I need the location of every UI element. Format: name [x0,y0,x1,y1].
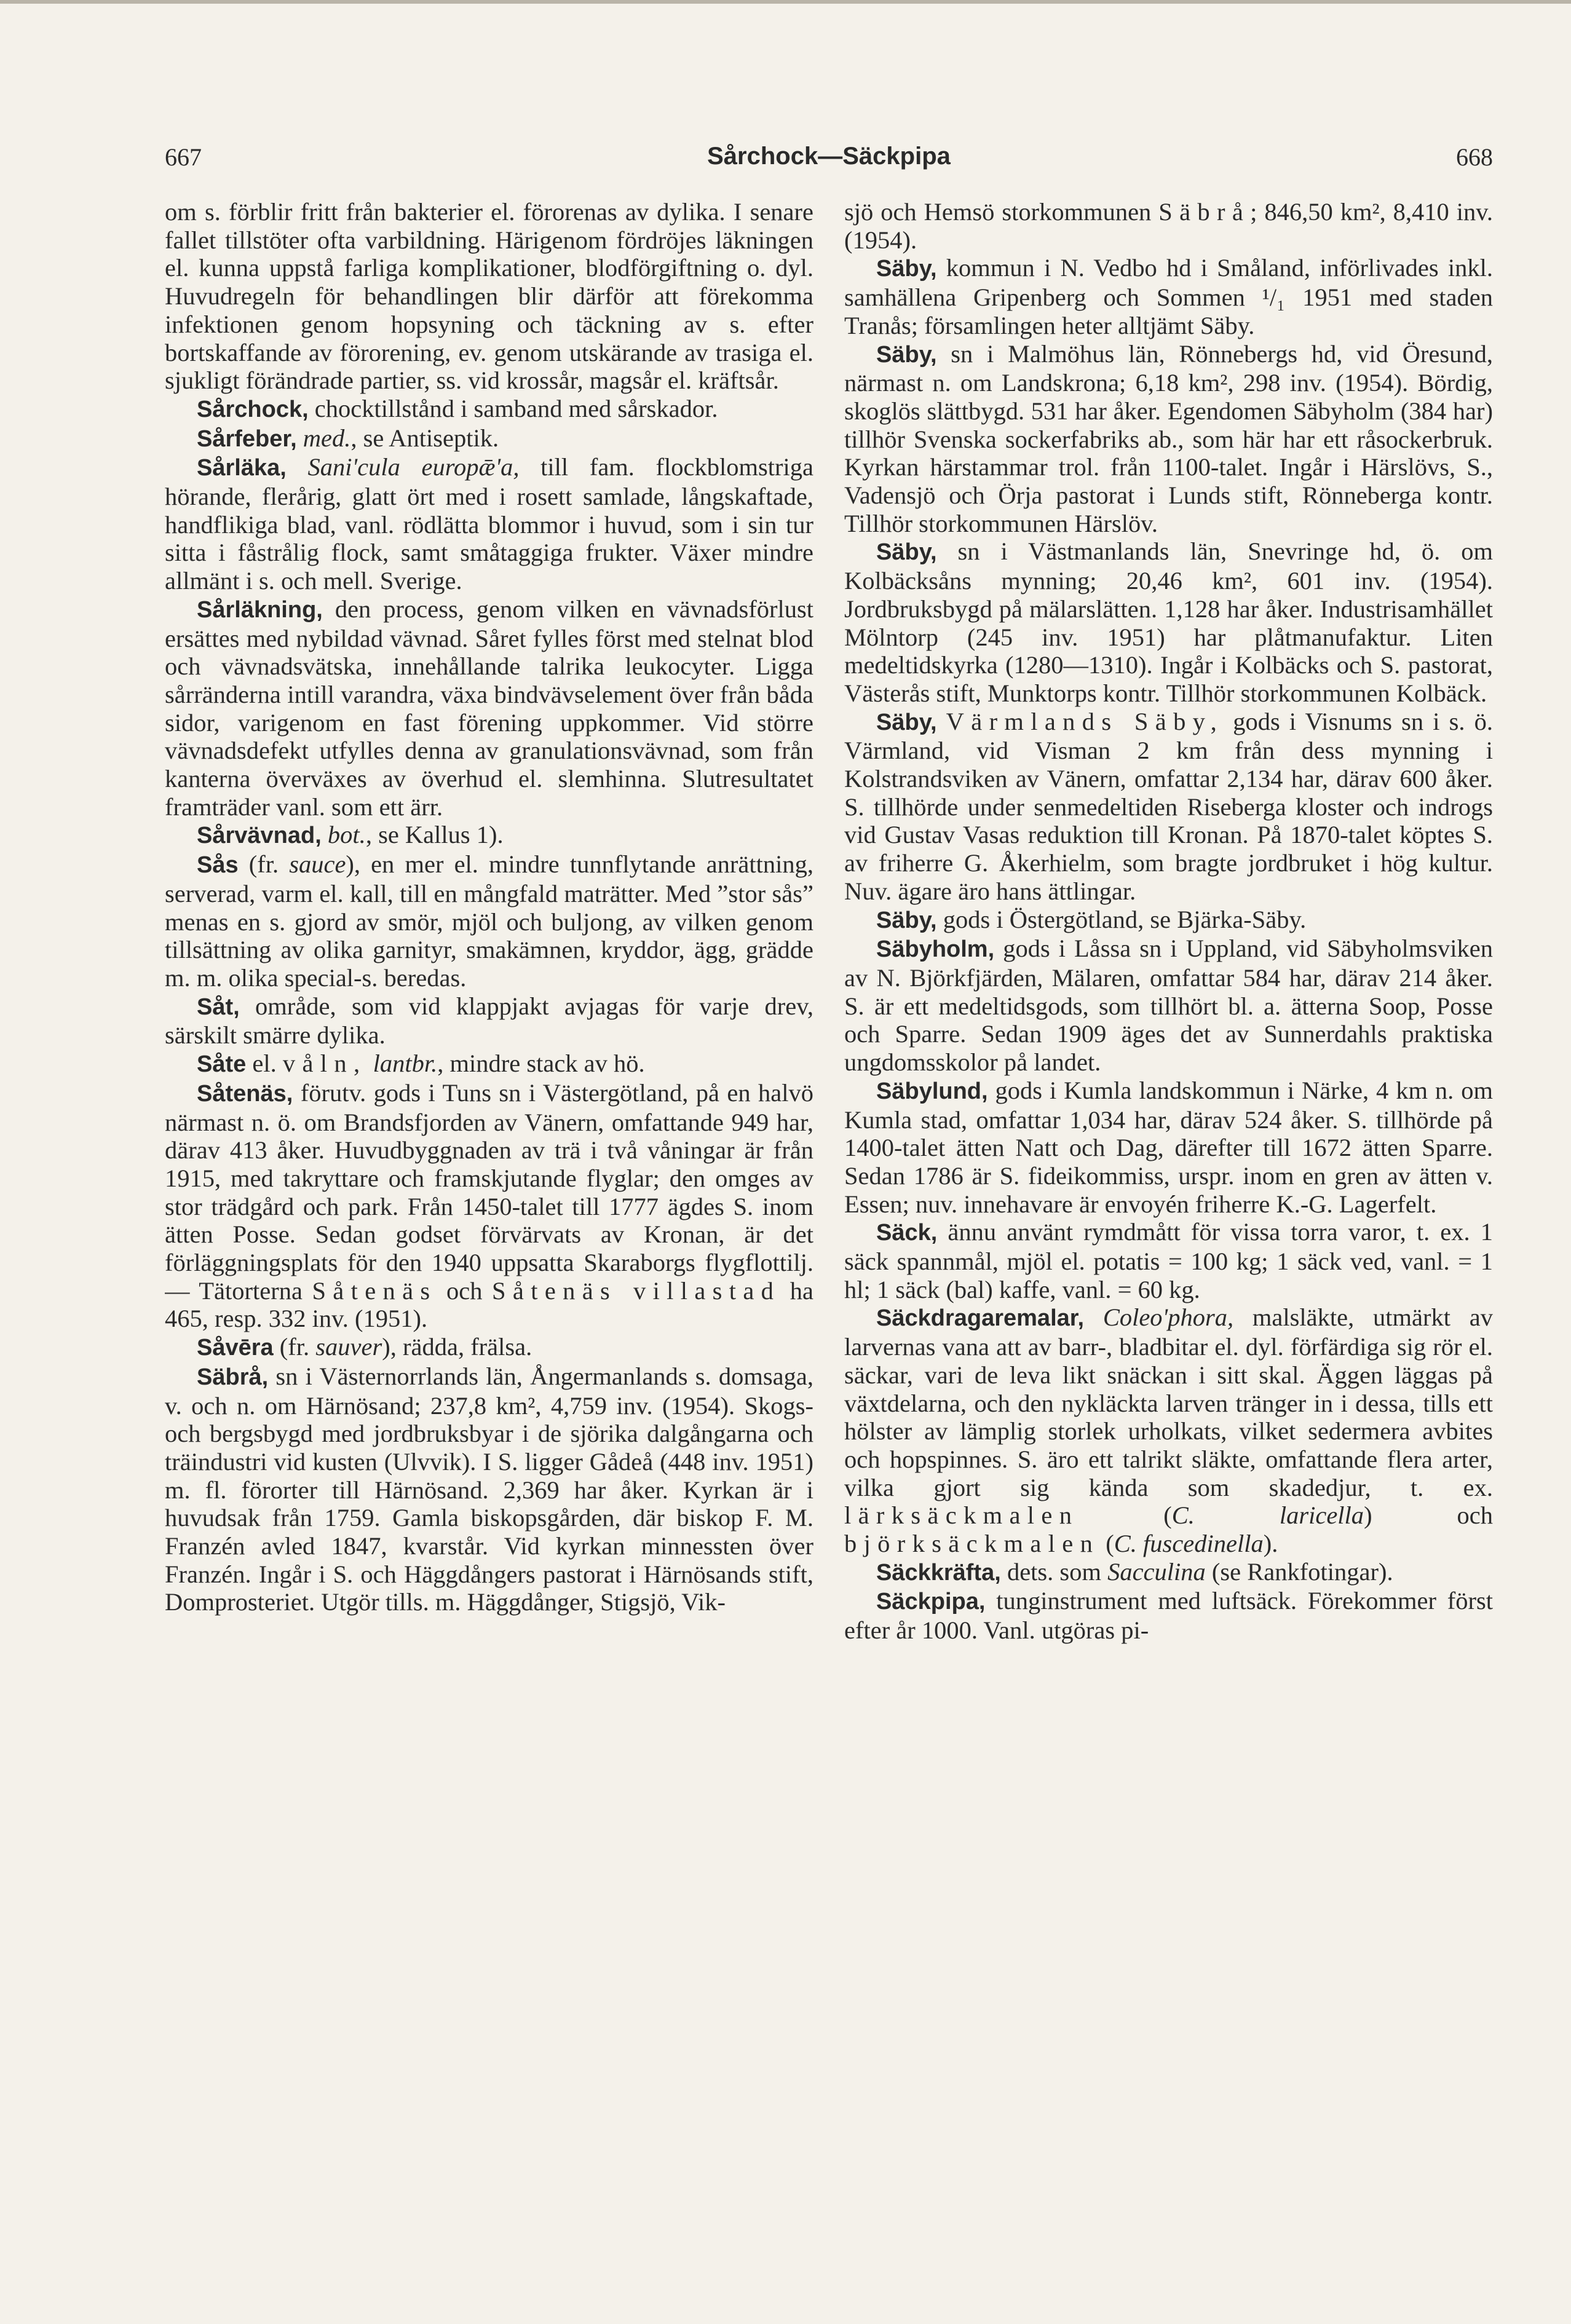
headword: Sås [197,852,239,879]
entry-sarvavnad: Sårvävnad, bot., se Kallus 1). [197,821,504,849]
right-column [844,198,1493,2227]
headword: Sårvävnad, [197,823,322,849]
entry-sarchock: Sårchock, chocktillstånd i samband med sårskador. [197,394,718,422]
entry-sabyholm: Säbyholm, gods i Låssa sn i Uppland, vid Säbyholmsviken av N. Björkfjärden, Mälaren, omfattar 584 har, därav 214 åker. S. är ett medeltidsgods, som tillhört bl. a. ätterna Soop, Posse och Sparre. Sedan 1909 äges det av Sunnerdahls praktiska ungdomsskolor på landet. [844,935,1493,1077]
entry-sate: Såte el. våln, lantbr., mindre stack av hö. [197,1049,645,1078]
headword: Säckdragaremalar, [876,1305,1085,1332]
headword: Såtenäs, [197,1080,293,1107]
entry-sackpipa: Säckpipa, tunginstrument med luftsäck. Förekommer först efter år 1000. Vanl. utgöras pi- [844,1587,1493,1645]
headword: Säby, [876,709,937,735]
page-number-left: 667 [165,143,202,171]
headword: Sårläka, [197,455,287,481]
entry-sarlaka: Sårläka, Sani'cula europǣ'a, till fam. flockblomstriga hörande, flerårig, glatt ört med i rosett samlade, långskaftade, handflikiga blad, vanl. rödlätta blommor i huvud, som i sin tur sitta i fåstrålig flock, samt småtaggiga frukter. Växer mindre allmänt i s. och mell. Sverige. [165,453,813,595]
headword: Sårfeber, [197,425,297,452]
headword: Sårläkning, [197,596,323,623]
entry-saby-vastmanland: Säby, sn i Västmanlands län, Snevringe hd, ö. om Kolbäcksåns mynning; 20,46 km², 601 inv. (1954). Jordbruksbygd på mälarslätten. 1,128 har åker. Industrisamhället Mölntorp (245 inv. 1951) har plåtmanufaktur. Liten medeltidskyrka (1280—1310). Ingår i Kolbäcks och S. pastorat, Västerås stift, Munktorps kontr. Tillhör storkommunen Kolbäck. [844,537,1493,707]
headword: Säby, [876,341,937,368]
entry-continuation: om s. förblir fritt från bakterier el. förorenas av dylika. I senare fallet tillstöter ofta varbildning. Härigenom fördröjes läkningen el. kunna uppstå farliga komplikationer, blodförgiftning o. dyl. Huvudregeln för behandlingen blir därför att förekomma infektionen genom hopsyning och täckning av s. efter bortskaffande av förorening, ev. genom utskärande av trasiga el. sjukligt förändrade partier, ss. vid krossår, magsår el. kräftsår. [165,198,813,395]
page-header [165,143,1493,186]
entry-saby-varmland: Säby, Värmlands Säby, gods i Visnums sn i s. ö. Värmland, vid Visman 2 km från dess mynning i Kolstrandsviken av Vänern, omfattar 2,134 har, därav 600 åker. S. tillhörde under senmedeltiden Riseberga kloster och indrogs vid Gustav Vasas reduktion till Kronan. På 1870-talet köptes S. av friherre G. Åkerhielm, som bragte jordbruket i hög kultur. Nuv. ägare äro hans ättlingar. [844,707,1493,905]
headword: Säby, [876,256,937,282]
headword: Såte [197,1051,247,1078]
headword: Säbylund, [876,1078,988,1104]
headword: Säbyholm, [876,936,995,963]
entry-savera: Såvēra (fr. sauver), rädda, frälsa. [197,1333,532,1361]
page-top-edge [0,0,1571,4]
entry-sack: Säck, ännu använt rymdmått för vissa torra varor, t. ex. 1 säck spannmål, mjöl el. potatis = 100 kg; 1 säck ved, vanl. = 1 hl; 1 säck (bal) kaffe, vanl. = 60 kg. [844,1218,1493,1303]
two-column-body [165,198,1493,2227]
entry-sarfeber: Sårfeber, med., se Antiseptik. [197,424,499,452]
entry-sabylund: Säbylund, gods i Kumla landskommun i Närke, 4 km n. om Kumla stad, omfattar 1,034 har, därav 524 åker. S. tillhörde på 1400-talet ätten Natt och Dag, därefter till 1672 ätten Sparre. Sedan 1786 är S. fideikommiss, urspr. inom en gren av ätten v. Essen; nuv. innehavare är envoyén friherre K.-G. Lagerfelt. [844,1076,1493,1218]
entry-sackkrafta: Säckkräfta, dets. som Sacculina (se Rankfotingar). [876,1557,1393,1586]
left-column [165,198,813,2227]
entry-sarlakning: Sårläkning, den process, genom vilken en vävnadsförlust ersättes med nybildad vävnad. Såret fylles först med stelnat blod och vävnadsvätska, innehållande talrika leukocyter. Ligga sårränderna intill varandra, växa bindvävselement över från båda sidor, varigenom en fast förening uppkommer. Vid större vävnadsdefekt utfylles denna av granulationsvävnad, som från kanterna överväxes av överhud el. slemhinna. Slutresultatet framträder vanl. som ett ärr. [165,595,813,821]
entry-saby-malmohus: Säby, sn i Malmöhus län, Rönnebergs hd, vid Öresund, närmast n. om Landskrona; 6,18 km², 298 inv. (1954). Bördig, skoglös slättbygd. 531 har åker. Egendomen Säbyholm (384 har) tillhör Svenska sockerfabriks ab., som här har ett råsockerbruk. Kyrkan härstammar trol. från 1100-talet. Ingår i Härslövs, S., Vadensjö och Örja pastorat i Lunds stift, Rönneberga kontr. Tillhör storkommunen Härslöv. [844,339,1493,537]
entry-sas: Sås (fr. sauce), en mer el. mindre tunnflytande anrättning, serverad, varm el. kall, till en mångfald maträtter. Med ”stor sås” menas en s. gjord av smör, mjöl och buljong, av vilken genom tillsättning av olika garnityr, smakämnen, kryddor, ägg, grädde m. m. olika special-s. beredas. [165,850,813,992]
entry-saby-vedbo: Säby, kommun i N. Vedbo hd i Småland, införlivades inkl. samhällena Gripenberg och Sommen ¹/₁ 1951 med staden Tranås; församlingen heter alltjämt Säby. [844,254,1493,339]
entry-satenas: Såtenäs, förutv. gods i Tuns sn i Västergötland, på en halvö närmast n. ö. om Brandsfjorden av Vänern, omfattande 949 har, därav 413 åker. Huvudbyggnaden av trä i två våningar är från 1915, med takryttare och framskjutande flyglar; den omges av stor trädgård och park. Från 1450-talet till 1777 ägdes S. inom ätten Posse. Sedan godset förvärvats av Kronan, är det förläggningsplats för den 1940 uppsatta Skaraborgs flygflottilj. — Tätorterna Såtenäs och Såtenäs villastad ha 465, resp. 332 inv. (1951). [165,1078,813,1333]
headword: Säck, [876,1220,938,1246]
entry-saby-ostergotland: Säby, gods i Östergötland, se Bjärka-Säby. [876,905,1307,933]
headword: Säckpipa, [876,1589,986,1615]
entry-sabra: Säbrå, sn i Västernorrlands län, Ångermanlands s. domsaga, v. och n. om Härnösand; 237,8 km², 4,759 inv. (1954). Skogs- och bergsbygd med jordbruksbyar i de sjörika dalgångarna och träindustri vid kusten (Ulvvik). I S. ligger Gådeå (448 inv. 1951) m. fl. förorter till Härnösand. 2,369 har åker. Kyrkan är i huvudsak från 1759. Gamla biskopsgården, där biskop F. M. Franzén avled 1847, kvarstår. Vid kyrkan minnessten över Franzén. Ingår i S. och Häggdångers pastorat i Härnösands stift, Domprosteriet. Utgör tills. m. Häggdånger, Stigsjö, Vik- [165,1362,813,1616]
headword: Säckkräfta, [876,1559,1001,1586]
entry-continuation: sjö och Hemsö storkommunen Säbrå; 846,50 km², 8,410 inv. (1954). [844,198,1493,254]
headword: Säbrå, [197,1364,269,1390]
headword: Såvēra [197,1335,274,1361]
entry-sat: Såt, område, som vid klappjakt avjagas för varje drev, särskilt smärre dylika. [165,992,813,1049]
headword: Säby, [876,539,937,566]
running-title: Sårchock—Säckpipa [707,143,951,170]
entry-sackdragaremalar: Säckdragaremalar, Coleo'phora, malsläkte, utmärkt av larvernas vana att av barr-, bladbitar el. dyl. förfärdiga sig rör el. säckar, vari de leva likt snäckan i sitt skal. Äggen läggas på växtdelarna, och den nykläckta larven tränger in i dessa, tills ett hölster av lämplig storlek urholkats, vilket sedermera avbites och hopspinnes. S. äro ett talrikt släkte, omfattande flera arter, vilka gjort sig kända som skadedjur, t. ex. lärksäckmalen (C. laricella) och björksäckmalen (C. fuscedinella). [844,1303,1493,1558]
headword: Sårchock, [197,396,309,422]
headword: Säby, [876,907,937,933]
page-number-right: 668 [1456,143,1493,171]
headword: Såt, [197,994,240,1020]
